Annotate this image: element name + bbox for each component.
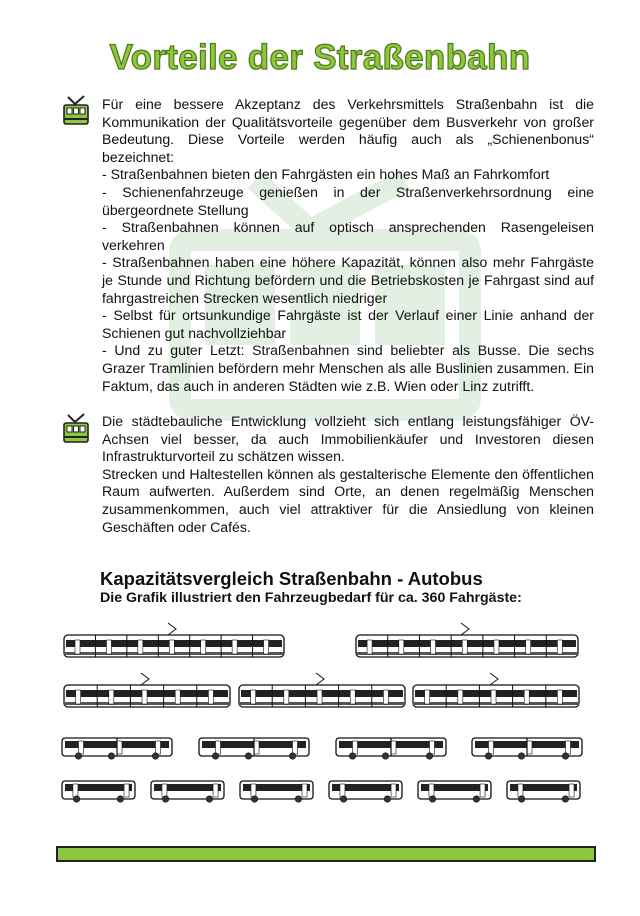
comparison-title: Kapazitätsvergleich Straßenbahn - Autobus <box>100 568 483 589</box>
section-urban-development <box>102 413 594 536</box>
page-title: Vorteile der Straßenbahn <box>109 38 531 77</box>
paragraph: Die städtebauliche Entwicklung vollzieht sich entlang leistungsfähiger ÖV-Achsen viel besser, da auch Immobilienkäufer und Investoren diesen Infrastrukturvorteil zu schätzen wissen. <box>102 413 594 465</box>
long-tram <box>64 623 284 657</box>
tram-icon <box>62 412 90 444</box>
medium-tram <box>413 673 579 707</box>
list-item: - Schienenfahrzeuge genießen in der Straßenverkehrsordnung eine übergeordnete Stellung <box>102 183 594 218</box>
standard-bus <box>507 781 580 802</box>
paragraph-intro: Für eine bessere Akzeptanz des Verkehrsmittels Straßenbahn ist die Kommunikation der Qualitätsvorteile gegenüber dem Busverkehr von großer Bedeutung. Diese Vorteile werden häufig auch als „Schienenbonus“ bezeichnet: <box>102 96 594 165</box>
list-item: - Selbst für ortsunkundige Fahrgäste ist der Verlauf einer Linie anhand der Schienen gut nachvollziehbar <box>102 307 594 341</box>
standard-bus <box>151 781 224 802</box>
section-advantages <box>102 96 594 395</box>
footer-bar <box>56 846 596 862</box>
articulated-bus <box>472 738 582 759</box>
medium-tram <box>239 673 405 707</box>
standard-bus <box>240 781 313 802</box>
standard-bus <box>418 781 491 802</box>
list-item: - Straßenbahnen bieten den Fahrgästen ein hohes Maß an Fahrkomfort <box>102 166 550 183</box>
long-tram <box>356 623 578 657</box>
standard-bus <box>329 781 402 802</box>
vehicle-comparison-graphic <box>0 615 640 815</box>
comparison-caption: Die Grafik illustriert den Fahrzeugbedarf für ca. 360 Fahrgäste: <box>100 590 522 606</box>
paragraph: Strecken und Haltestellen können als gestalterische Elemente den öffentlichen Raum aufwerten. Außerdem sind Orte, an denen regelmäßig Menschen zusammenkommen, auch viel attraktiver für die Ansiedlung von kleinen Geschäften oder Cafés. <box>102 465 594 535</box>
tram-icon <box>62 94 90 126</box>
articulated-bus <box>336 738 446 759</box>
medium-tram <box>64 673 230 707</box>
standard-bus <box>62 781 135 802</box>
list-item: - Straßenbahnen können auf optisch ansprechenden Rasengeleisen verkehren <box>102 219 594 253</box>
list-item: - Straßenbahnen haben eine höhere Kapazität, können also mehr Fahrgäste je Stunde und Richtung befördern und die Betriebskosten je Fahrgast sind auf fahrgastreichen Strecken wesentlich niedriger <box>102 254 594 306</box>
articulated-bus <box>199 738 309 759</box>
articulated-bus <box>62 738 172 759</box>
list-item: - Und zu guter Letzt: Straßenbahnen sind beliebter als Busse. Die sechs Grazer Tramlinien befördern mehr Menschen als alle Buslinien zusammen. Ein Faktum, das auch in anderen Städten wie z.B. Wien oder Linz zutrifft. <box>102 342 594 394</box>
